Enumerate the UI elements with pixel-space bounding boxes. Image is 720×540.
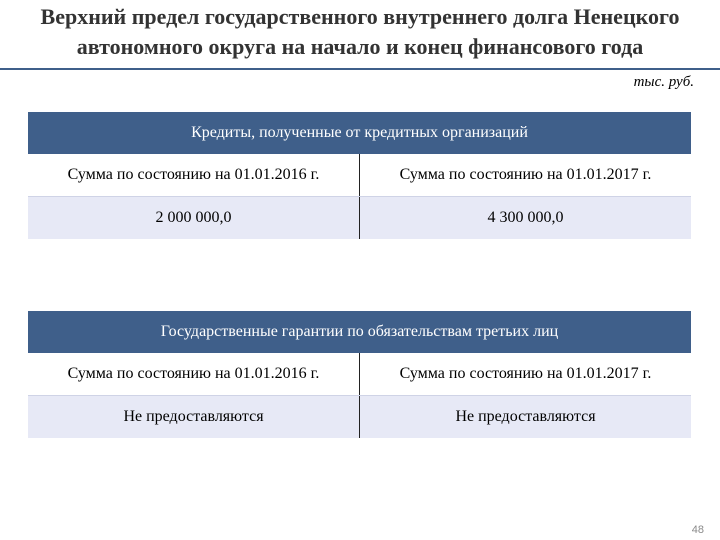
table-row (28, 197, 691, 240)
column-label-2016: Сумма по состоянию на 01.01.2016 г. (28, 154, 360, 197)
page-number: 48 (691, 524, 704, 536)
slide-title-line1: Верхний предел государственного внутреннего долга Ненецкого (40, 4, 680, 29)
table-heading: Государственные гарантии по обязательствам третьих лиц (28, 311, 691, 353)
value-2017: 4 300 000,0 (360, 197, 692, 240)
title-divider (0, 68, 720, 70)
value-2016: Не предоставляются (28, 396, 360, 439)
column-label-2017: Сумма по состоянию на 01.01.2017 г. (360, 353, 692, 396)
value-2017: Не предоставляются (360, 396, 692, 439)
table-row (28, 154, 691, 197)
column-label-2017: Сумма по состоянию на 01.01.2017 г. (360, 154, 692, 197)
table-header-row (28, 112, 691, 154)
table-row (28, 396, 691, 439)
credits-table (28, 112, 691, 239)
column-label-2016: Сумма по состоянию на 01.01.2016 г. (28, 353, 360, 396)
guarantees-table (28, 311, 691, 438)
value-2016: 2 000 000,0 (28, 197, 360, 240)
table-heading: Кредиты, полученные от кредитных организаций (28, 112, 691, 154)
table-row (28, 353, 691, 396)
slide-title (0, 2, 720, 62)
units-label: тыс. руб. (633, 74, 694, 90)
slide-title-line2: автономного округа на начало и конец финансового года (76, 34, 644, 59)
table-header-row (28, 311, 691, 353)
